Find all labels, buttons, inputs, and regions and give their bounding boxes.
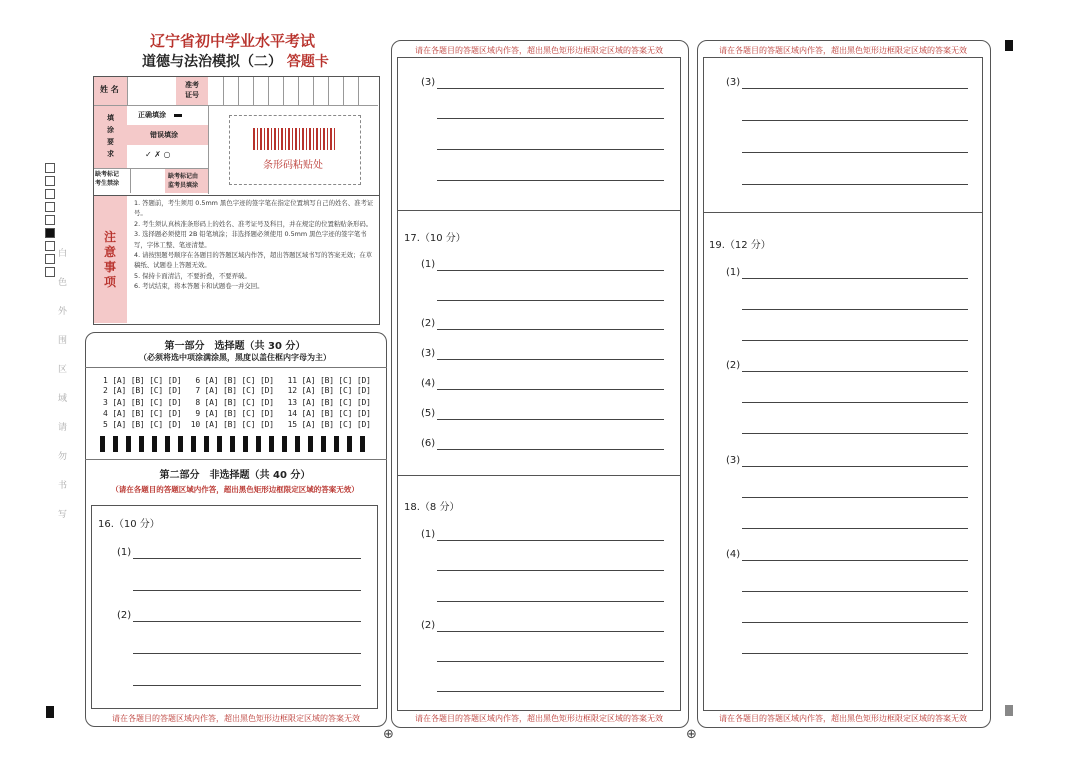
mc-row[interactable]: 1 [A] [B] [C] [D] 6 [A] [B] [C] [D] 11 [A] [B] [C] [D] bbox=[103, 376, 371, 385]
q16-part1-label: (1) bbox=[117, 547, 132, 558]
timing-mark bbox=[347, 436, 352, 452]
margin-char: 请 bbox=[58, 423, 68, 433]
answer-line[interactable] bbox=[437, 601, 664, 602]
answer-line[interactable] bbox=[742, 309, 968, 310]
timing-mark bbox=[139, 436, 144, 452]
exam-no-digit[interactable] bbox=[268, 77, 284, 105]
part2-title: 第二部分 非选择题（共 40 分） bbox=[159, 470, 311, 481]
timing-mark bbox=[295, 436, 300, 452]
timing-mark bbox=[100, 436, 105, 452]
fill-req-label: 填 涂 要 求 bbox=[94, 106, 127, 168]
calibration-box bbox=[45, 176, 55, 186]
answer-line[interactable] bbox=[742, 653, 968, 654]
exam-no-digit[interactable] bbox=[253, 77, 269, 105]
margin-char: 书 bbox=[58, 481, 68, 491]
q17-part-label: (2) bbox=[421, 318, 436, 329]
name-label: 姓 名 bbox=[100, 85, 119, 94]
bottom-warning: 请在各题目的答题区域内作答，超出黑色矩形边框限定区域的答案无效 bbox=[112, 714, 360, 723]
q19-part-label: (2) bbox=[726, 360, 741, 371]
q17-part-label: (6) bbox=[421, 438, 436, 449]
answer-line[interactable] bbox=[742, 402, 968, 403]
exam-no-digit[interactable] bbox=[298, 77, 314, 105]
answer-line[interactable] bbox=[437, 118, 664, 119]
margin-char: 色 bbox=[58, 278, 68, 288]
answer-line[interactable] bbox=[742, 466, 968, 467]
answer-line[interactable] bbox=[437, 180, 664, 181]
crosshair-icon: ⊕ bbox=[383, 727, 394, 742]
answer-line[interactable] bbox=[437, 540, 664, 541]
timing-mark bbox=[230, 436, 235, 452]
answer-line[interactable] bbox=[437, 449, 664, 450]
q16-part2-label: (2) bbox=[117, 610, 132, 621]
divider bbox=[397, 475, 680, 476]
note-item: 1. 答题前，考生须用 0.5mm 黑色字迹的签字笔在指定位置填写自己的姓名、准考证号。 bbox=[134, 199, 374, 218]
exam-no-digit[interactable] bbox=[358, 77, 373, 105]
correct-fill-label bbox=[138, 110, 182, 120]
subject-name: 道德与法治模拟（二） bbox=[142, 54, 282, 70]
answer-line[interactable] bbox=[437, 691, 664, 692]
timing-mark bbox=[152, 436, 157, 452]
absent-checkbox[interactable] bbox=[130, 169, 166, 193]
margin-char: 域 bbox=[58, 394, 68, 404]
corner-mark bbox=[46, 706, 54, 718]
row-divider bbox=[94, 105, 378, 106]
margin-char: 外 bbox=[58, 307, 68, 317]
divider bbox=[397, 210, 680, 211]
wrong-fill-label: 错误填涂 bbox=[150, 131, 178, 139]
margin-char: 围 bbox=[58, 336, 68, 346]
timing-mark bbox=[126, 436, 131, 452]
correct-fill-sample bbox=[174, 114, 182, 117]
exam-no-digit[interactable] bbox=[238, 77, 254, 105]
barcode-icon bbox=[253, 128, 335, 150]
exam-subtitle bbox=[142, 51, 329, 71]
timing-mark bbox=[165, 436, 170, 452]
q15-part3-label: (3) bbox=[421, 77, 436, 88]
answer-line[interactable] bbox=[742, 528, 968, 529]
calibration-box bbox=[45, 254, 55, 264]
calibration-box bbox=[45, 202, 55, 212]
timing-mark bbox=[321, 436, 326, 452]
note-item: 4. 请按照题号顺序在各题目的答题区域内作答，超出答题区域书写的答案无效；在草稿纸、试题卷上答题无效。 bbox=[134, 251, 373, 270]
exam-no-digit[interactable] bbox=[223, 77, 239, 105]
answer-line[interactable] bbox=[742, 371, 968, 372]
calibration-box bbox=[45, 215, 55, 225]
note-item: 5. 保持卡面清洁，不要折叠，不要弄破。 bbox=[134, 271, 251, 280]
answer-line[interactable] bbox=[437, 329, 664, 330]
timing-mark bbox=[269, 436, 274, 452]
margin-char: 区 bbox=[58, 365, 68, 375]
timing-mark bbox=[217, 436, 222, 452]
q19-part-label: (3) bbox=[726, 455, 741, 466]
note-item: 2. 考生须认真核准条形码上的姓名、准考证号及科目，并在规定的位置粘贴条形码。 bbox=[134, 219, 373, 228]
answer-line[interactable] bbox=[742, 591, 968, 592]
calibration-box bbox=[45, 241, 55, 251]
q18-part3-label: (3) bbox=[726, 77, 741, 88]
wrong-fill-samples: ✓ ✗ ○ bbox=[145, 150, 171, 159]
mc-row[interactable]: 5 [A] [B] [C] [D] 10 [A] [B] [C] [D] 15 [A] [B] [C] [D] bbox=[103, 420, 371, 429]
answer-line[interactable] bbox=[742, 120, 968, 121]
answer-line[interactable] bbox=[437, 359, 664, 360]
barcode-area bbox=[229, 115, 361, 185]
exam-no-digit[interactable] bbox=[283, 77, 299, 105]
calibration-box bbox=[45, 163, 55, 173]
name-field[interactable] bbox=[127, 77, 177, 105]
q17-part-label: (1) bbox=[421, 259, 436, 270]
correct-fill-text: 正确填涂 bbox=[138, 111, 166, 119]
calibration-box bbox=[45, 228, 55, 238]
mc-row[interactable]: 2 [A] [B] [C] [D] 7 [A] [B] [C] [D] 12 [A] [B] [C] [D] bbox=[103, 386, 371, 395]
part1-note: （必须将选中项涂满涂黑，黑度以盖住框内字母为主） bbox=[139, 353, 331, 362]
q19-part-label: (1) bbox=[726, 267, 741, 278]
answer-line[interactable] bbox=[437, 149, 664, 150]
answer-line[interactable] bbox=[437, 270, 664, 271]
corner-mark bbox=[1005, 40, 1013, 51]
timing-mark bbox=[113, 436, 118, 452]
bottom-warning: 请在各题目的答题区域内作答，超出黑色矩形边框限定区域的答案无效 bbox=[415, 714, 663, 723]
answer-line[interactable] bbox=[742, 560, 968, 561]
crosshair-icon: ⊕ bbox=[686, 727, 697, 742]
exam-no-label: 准考 证号 bbox=[176, 77, 208, 105]
margin-char: 勿 bbox=[58, 452, 68, 462]
timing-mark bbox=[178, 436, 183, 452]
answer-line[interactable] bbox=[437, 631, 664, 632]
timing-mark bbox=[308, 436, 313, 452]
timing-mark bbox=[334, 436, 339, 452]
q19-part-label: (4) bbox=[726, 549, 741, 560]
barcode-label: 条形码粘贴处 bbox=[263, 160, 323, 171]
answer-line[interactable] bbox=[742, 152, 968, 153]
divider bbox=[703, 212, 982, 213]
q17-part-label: (3) bbox=[421, 348, 436, 359]
col-divider bbox=[208, 105, 209, 194]
absent-mark-label: 缺考标记由 监考员填涂 bbox=[165, 169, 208, 193]
answer-line[interactable] bbox=[437, 389, 664, 390]
calibration-box bbox=[45, 267, 55, 277]
mc-row[interactable]: 3 [A] [B] [C] [D] 8 [A] [B] [C] [D] 13 [A] [B] [C] [D] bbox=[103, 398, 371, 407]
q18-part1-label: (1) bbox=[421, 529, 436, 540]
divider bbox=[85, 459, 387, 460]
top-warning: 请在各题目的答题区域内作答，超出黑色矩形边框限定区域的答案无效 bbox=[415, 46, 663, 55]
exam-no-digit[interactable] bbox=[343, 77, 359, 105]
mc-row[interactable]: 4 [A] [B] [C] [D] 9 [A] [B] [C] [D] 14 [A] [B] [C] [D] bbox=[103, 409, 371, 418]
answer-line[interactable] bbox=[742, 433, 968, 434]
q17-part-label: (4) bbox=[421, 378, 436, 389]
margin-char: 写 bbox=[58, 510, 68, 520]
calibration-box bbox=[45, 189, 55, 199]
timing-mark bbox=[204, 436, 209, 452]
exam-no-digit[interactable] bbox=[313, 77, 329, 105]
answer-line[interactable] bbox=[742, 340, 968, 341]
answer-line[interactable] bbox=[742, 88, 968, 89]
absent-label: 缺考标记 考生禁涂 bbox=[95, 171, 120, 187]
answer-line[interactable] bbox=[133, 685, 361, 686]
divider bbox=[85, 367, 387, 368]
bottom-warning: 请在各题目的答题区域内作答，超出黑色矩形边框限定区域的答案无效 bbox=[719, 714, 967, 723]
note-item: 3. 选择题必须使用 2B 铅笔填涂；非选择题必须使用 0.5mm 黑色字迹的签字笔书写，字体工整、笔迹清楚。 bbox=[134, 230, 367, 249]
margin-char: 白 bbox=[58, 249, 68, 259]
timing-mark bbox=[282, 436, 287, 452]
answer-line[interactable] bbox=[133, 558, 361, 559]
q16-box bbox=[91, 505, 378, 709]
col2-box bbox=[397, 57, 681, 711]
notes-title: 注 意 事 项 bbox=[104, 230, 117, 289]
exam-no-digit[interactable] bbox=[328, 77, 344, 105]
part2-note: （请在各题目的答题区域内作答，超出黑色矩形边框限定区域的答案无效） bbox=[111, 485, 359, 494]
answer-line[interactable] bbox=[133, 590, 361, 591]
q16-title: 16.（10 分） bbox=[98, 519, 160, 530]
answer-line[interactable] bbox=[437, 570, 664, 571]
q19-title: 19.（12 分） bbox=[709, 240, 771, 251]
answer-line[interactable] bbox=[133, 653, 361, 654]
part1-title: 第一部分 选择题（共 30 分） bbox=[164, 341, 306, 352]
answer-line[interactable] bbox=[742, 497, 968, 498]
answer-line[interactable] bbox=[742, 184, 968, 185]
notes-list bbox=[134, 198, 374, 292]
card-label: 答题卡 bbox=[286, 54, 329, 70]
answer-line[interactable] bbox=[133, 621, 361, 622]
timing-mark bbox=[191, 436, 196, 452]
answer-line[interactable] bbox=[437, 88, 664, 89]
q17-title: 17.（10 分） bbox=[404, 233, 466, 244]
note-item: 6. 考试结束，将本答题卡和试题卷一并交回。 bbox=[134, 282, 264, 291]
answer-line[interactable] bbox=[742, 622, 968, 623]
answer-line[interactable] bbox=[437, 300, 664, 301]
answer-line[interactable] bbox=[742, 278, 968, 279]
answer-line[interactable] bbox=[437, 661, 664, 662]
timing-mark bbox=[360, 436, 365, 452]
exam-title: 辽宁省初中学业水平考试 bbox=[150, 32, 316, 50]
answer-line[interactable] bbox=[437, 419, 664, 420]
timing-mark bbox=[243, 436, 248, 452]
corner-mark bbox=[1005, 705, 1013, 716]
col3-box bbox=[703, 57, 983, 711]
q18-part2-label: (2) bbox=[421, 620, 436, 631]
q17-part-label: (5) bbox=[421, 408, 436, 419]
q18-title: 18.（8 分） bbox=[404, 502, 460, 513]
top-warning: 请在各题目的答题区域内作答，超出黑色矩形边框限定区域的答案无效 bbox=[719, 46, 967, 55]
exam-no-digit[interactable] bbox=[208, 77, 224, 105]
timing-mark bbox=[256, 436, 261, 452]
